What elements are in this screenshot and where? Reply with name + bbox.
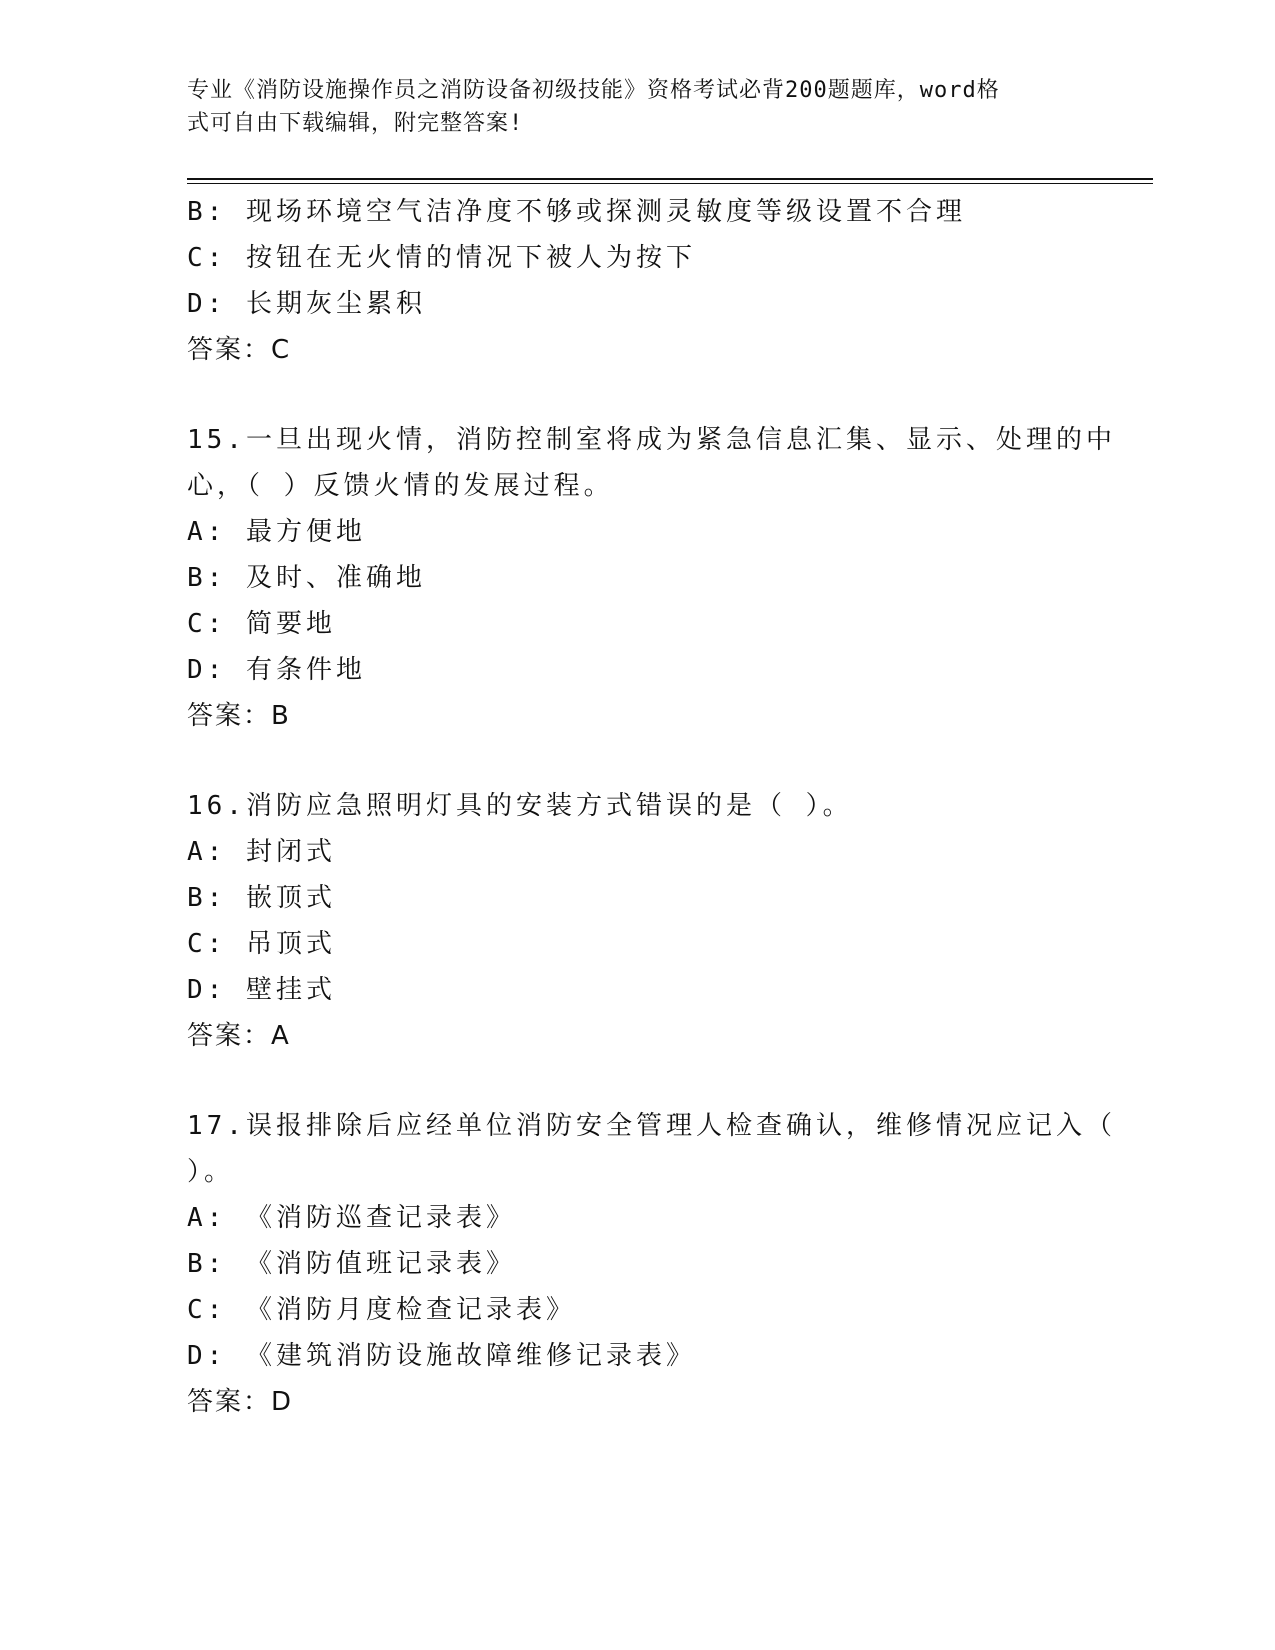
answer: 答案：A xyxy=(187,1021,291,1051)
question-15 xyxy=(187,417,1116,739)
option-c: C: 吊顶式 xyxy=(187,929,336,959)
option-a: A: 封闭式 xyxy=(187,837,336,867)
answer: 答案：C xyxy=(187,335,292,365)
header-line-1: 专业《消防设施操作员之消防设备初级技能》资格考试必背200题题库，word格 xyxy=(187,78,1000,103)
option-d: D: 有条件地 xyxy=(187,655,366,685)
question-stem: 15.一旦出现火情，消防控制室将成为紧急信息汇集、显示、处理的中 xyxy=(187,425,1116,455)
option-d: D: 壁挂式 xyxy=(187,975,336,1005)
question-14-continued xyxy=(187,189,1087,373)
option-c: C: 《消防月度检查记录表》 xyxy=(187,1295,576,1325)
header-divider-thin xyxy=(187,183,1153,184)
option-c: C: 简要地 xyxy=(187,609,336,639)
option-b: B: 嵌顶式 xyxy=(187,883,336,913)
header-line-2: 式可自由下载编辑，附完整答案! xyxy=(187,111,524,136)
header-divider-thick xyxy=(187,178,1153,180)
option-c: C: 按钮在无火情的情况下被人为按下 xyxy=(187,243,696,273)
option-d: D: 长期灰尘累积 xyxy=(187,289,426,319)
question-stem: 心，（ ）反馈火情的发展过程。 xyxy=(187,471,614,501)
option-b: B: 《消防值班记录表》 xyxy=(187,1249,516,1279)
question-stem: 17.误报排除后应经单位消防安全管理人检查确认，维修情况应记入（ xyxy=(187,1111,1116,1141)
option-b: B: 及时、准确地 xyxy=(187,563,426,593)
question-16 xyxy=(187,783,1087,1059)
answer: 答案：B xyxy=(187,701,291,731)
answer: 答案：D xyxy=(187,1387,294,1417)
question-list xyxy=(187,189,1116,1425)
option-a: A: 最方便地 xyxy=(187,517,366,547)
option-b: B: 现场环境空气洁净度不够或探测灵敏度等级设置不合理 xyxy=(187,197,966,227)
question-17 xyxy=(187,1103,1116,1425)
question-stem: ）。 xyxy=(187,1157,235,1187)
option-a: A: 《消防巡查记录表》 xyxy=(187,1203,516,1233)
option-d: D: 《建筑消防设施故障维修记录表》 xyxy=(187,1341,696,1371)
document-header xyxy=(187,74,1087,140)
question-stem: 16.消防应急照明灯具的安装方式错误的是（ ）。 xyxy=(187,791,853,821)
